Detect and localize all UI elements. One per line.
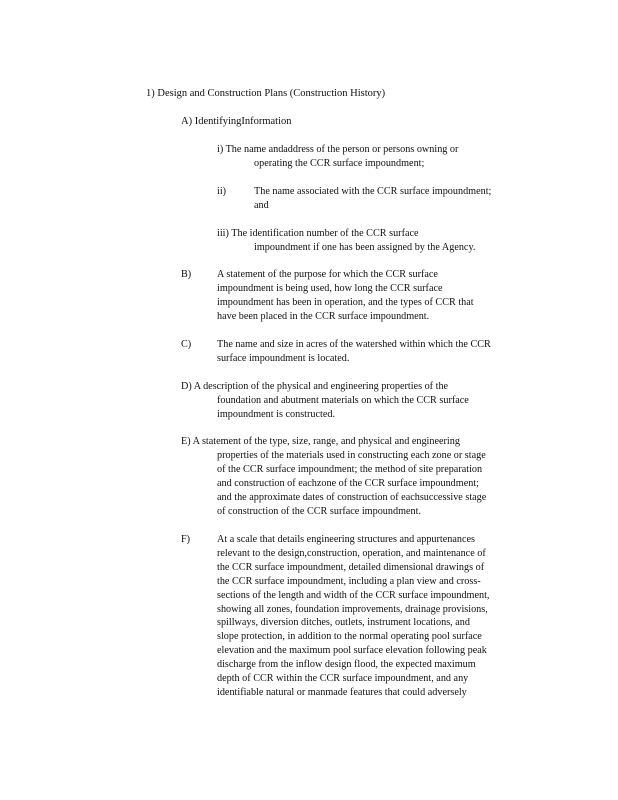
text-line: impoundment is being used, how long the CCR surface [217,282,443,294]
item-a-iii [217,227,475,255]
text-line: impoundment is constructed. [217,408,335,420]
section-b-marker: B) [181,269,192,280]
text-line: the CCR surface impoundment, including a plan view and cross- [217,575,481,587]
text-line: D) A description of the physical and engineering properties of the [181,381,449,392]
section-f [217,533,489,700]
text-line: slope protection, in addition to the normal operating pool surface [217,631,482,643]
text-line: iii) The identification number of the CCR surface [217,228,419,239]
text-line: and construction of eachzone of the CCR surface impoundment; [217,477,479,489]
text-line: A statement of the purpose for which the CCR surface [217,269,438,280]
text-line: showing all zones, foundation improvements, drainage provisions, [217,603,488,615]
text-line: impoundment if one has been assigned by the Agency. [254,241,476,253]
text-line: sections of the length and width of the CCR surface impoundment, [217,589,490,601]
text-line: and the approximate dates of construction of eachsuccessive stage [217,491,487,503]
text-line: properties of the materials used in constructing each zone or stage [217,449,486,461]
text-line: of construction of the CCR surface impoundment. [217,505,421,517]
text-line: of the CCR surface impoundment; the method of site preparation [217,463,483,475]
text-line: elevation and the maximum pool surface elevation following peak [217,645,487,657]
text-line: and [254,199,269,211]
section-e [181,435,486,518]
text-line: i) The name andaddress of the person or persons owning or [217,144,459,155]
text-line: The name and size in acres of the watershed within which the CCR [217,339,491,350]
text-line: surface impoundment is located. [217,352,350,364]
item-a-i [217,143,458,171]
text-line: relevant to the design,construction, operation, and maintenance of [217,547,486,559]
text-line: impoundment has been in operation, and the types of CCR that [217,296,474,308]
text-line: operating the CCR surface impoundment; [254,157,425,169]
text-line: At a scale that details engineering structures and appurtenances [217,534,475,545]
section-c [217,338,491,366]
section-b [217,268,474,324]
section-a-title: A) IdentifyingInformation [181,116,292,127]
text-line: discharge from the inflow design flood, the expected maximum [217,659,476,671]
section-d [181,380,469,422]
text-line: E) A statement of the type, size, range, and physical and engineering [181,436,460,447]
text-line: spillways, diversion ditches, outlets, instrument locations, and [217,617,470,629]
text-line: identifiable natural or manmade features that could adversely [217,686,467,698]
section-c-marker: C) [181,339,192,350]
text-line: depth of CCR within the CCR surface impoundment, and any [217,673,469,685]
item-a-ii-marker: ii) [217,186,227,197]
section-heading: 1) Design and Construction Plans (Construction History) [146,88,386,99]
text-line: foundation and abutment materials on which the CCR surface [217,394,469,406]
text-line: The name associated with the CCR surface impoundment; [254,186,492,197]
text-line: the CCR surface impoundment, detailed dimensional drawings of [217,561,485,573]
section-f-marker: F) [181,534,191,545]
text-line: have been placed in the CCR surface impoundment. [217,310,430,322]
item-a-ii [254,185,491,213]
